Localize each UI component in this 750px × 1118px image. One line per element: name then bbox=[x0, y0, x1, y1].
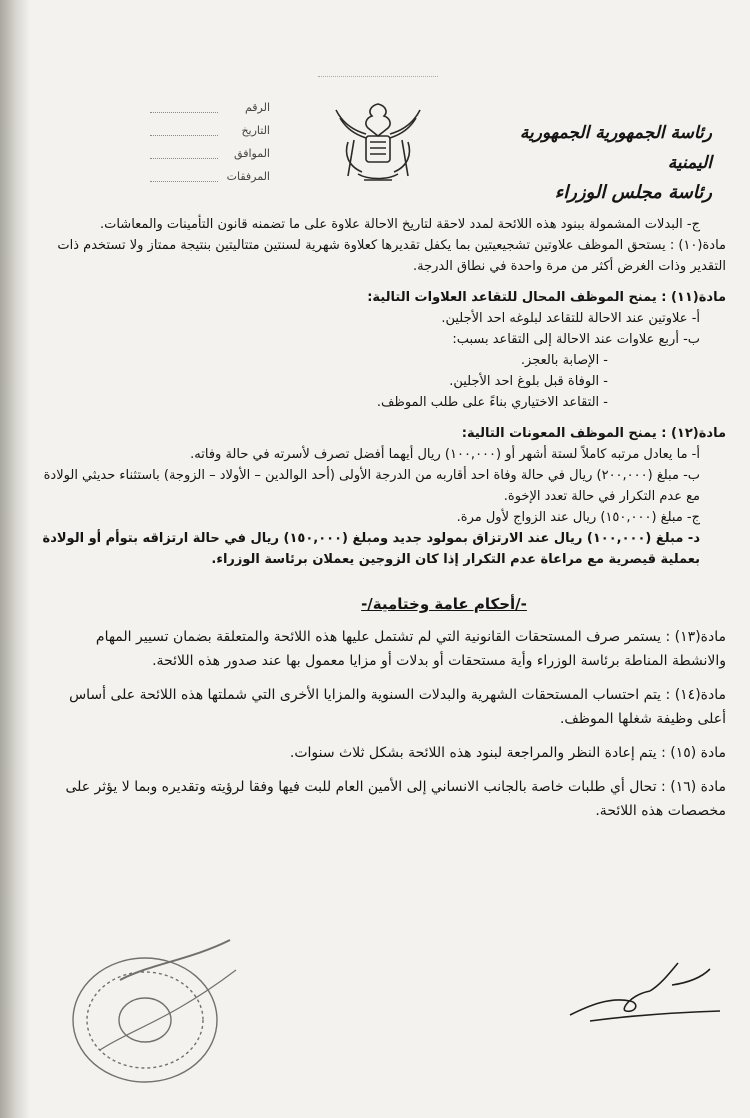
section-title-general-provisions: -/أحكام عامة وختامية/- bbox=[361, 595, 527, 613]
state-emblem-icon bbox=[318, 96, 438, 188]
article-13: مادة(١٣) : يستمر صرف المستحقات القانونية التي لم تشتمل عليها هذه اللائحة والمتعلقة بضمان تسيير المهام والانشطة المناطة برئاسة الوزراء وأية مستحقات أو بدلات أو مزايا معمول بها عند صدور هذه اللائحة. bbox=[95, 629, 726, 669]
article-11-b-3: - التقاعد الاختياري بناءً على طلب الموظف. bbox=[376, 395, 608, 410]
final-articles bbox=[42, 625, 726, 823]
official-stamp-icon bbox=[60, 930, 240, 1090]
article-14: مادة(١٤) : يتم احتساب المستحقات الشهرية والبدلات السنوية والمزايا الأخرى التي شملتها هذه اللائحة على أساس أعلى وظيفة شغلها الموظف. bbox=[69, 687, 726, 727]
field-number-label: الرقم bbox=[244, 101, 270, 114]
article-11-b-2: - الوفاة قبل بلوغ احد الأجلين. bbox=[449, 374, 608, 389]
field-date-label: التاريخ bbox=[241, 124, 270, 137]
field-attachments bbox=[150, 165, 270, 188]
field-corresponding-label: الموافق bbox=[234, 147, 270, 160]
field-corresponding-line bbox=[150, 158, 218, 159]
article-11-item-a: أ- علاوتين عند الاحالة للتقاعد لبلوغه احد الأجلين. bbox=[441, 311, 700, 326]
letterhead-authority bbox=[492, 118, 712, 208]
field-corresponding bbox=[150, 142, 270, 165]
article-12-item-d: د- مبلغ (١٠٠,٠٠٠) ريال عند الارتزاق بمولود جديد ومبلغ (١٥٠,٠٠٠) ريال في حالة ارتزاقه بتوأم أو الولادة بعملية قيصرية مع مراعاة عدم التكرار إذا كان الزوجين يعملان برئاسة الوزراء. bbox=[42, 531, 700, 567]
authority-line-2: رئاسة مجلس الوزراء bbox=[554, 182, 712, 203]
field-date-line bbox=[150, 135, 218, 136]
field-date bbox=[150, 119, 270, 142]
signature-icon bbox=[560, 955, 730, 1035]
article-11-item-b: ب- أربع علاوات عند الاحالة إلى التقاعد بسبب: bbox=[452, 332, 700, 347]
reference-fields bbox=[150, 96, 270, 188]
field-number-line bbox=[150, 112, 218, 113]
article-11-b-1: - الإصابة بالعجز. bbox=[520, 353, 608, 368]
article-12-item-c: ج- مبلغ (١٥٠,٠٠٠) ريال عند الزواج لأول مرة. bbox=[456, 510, 700, 525]
field-number bbox=[150, 96, 270, 119]
article-12-title: مادة(١٢) : يمنح الموظف المعونات التالية: bbox=[461, 426, 726, 441]
article-12-item-b: ب- مبلغ (٢٠٠,٠٠٠) ريال في حالة وفاة احد أقاربه من الدرجة الأولى (أحد الوالدين – الأولاد – الزوجة) باستثناء حديثي الولادة مع عدم التكرار في حالة تعدد الإخوة. bbox=[43, 468, 700, 504]
document-body bbox=[42, 214, 726, 823]
article-12-item-a: أ- ما يعادل مرتبه كاملاً لستة أشهر أو (١٠٠,٠٠٠) ريال أيهما أفضل تصرف لأسرته في حالة وفاته. bbox=[190, 447, 700, 462]
top-dotted-line bbox=[318, 76, 438, 77]
clause-c-allowances: ج- البدلات المشمولة ببنود هذه اللائحة لمدد لاحقة لتاريخ الاحالة علاوة على ما تضمنه قانون التأمينات والمعاشات. bbox=[99, 217, 700, 232]
article-10: مادة(١٠) : يستحق الموظف علاوتين تشجيعيتين بما يكفل تقديرها كعلاوة شهرية لسنتين متتاليتين بنتيجة ممتاز ولا تستخدم ذات التقدير وذات الغرض أكثر من مرة واحدة في نطاق الدرجة. bbox=[57, 238, 726, 274]
article-11-title: مادة(١١) : يمنح الموظف المحال للتقاعد العلاوات التالية: bbox=[367, 290, 726, 305]
article-15: مادة (١٥) : يتم إعادة النظر والمراجعة لبنود هذه اللائحة بشكل ثلاث سنوات. bbox=[289, 745, 726, 761]
authority-line-1: رئاسة الجمهورية الجمهورية اليمنية bbox=[519, 123, 712, 173]
field-attachments-line bbox=[150, 181, 218, 182]
field-attachments-label: المرفقات bbox=[226, 170, 270, 183]
article-16: مادة (١٦) : تحال أي طلبات خاصة بالجانب الانساني إلى الأمين العام للبت فيها وفقا لرؤيته وتقديره وبما لا يؤثر على مخصصات هذه اللائحة. bbox=[65, 779, 726, 819]
